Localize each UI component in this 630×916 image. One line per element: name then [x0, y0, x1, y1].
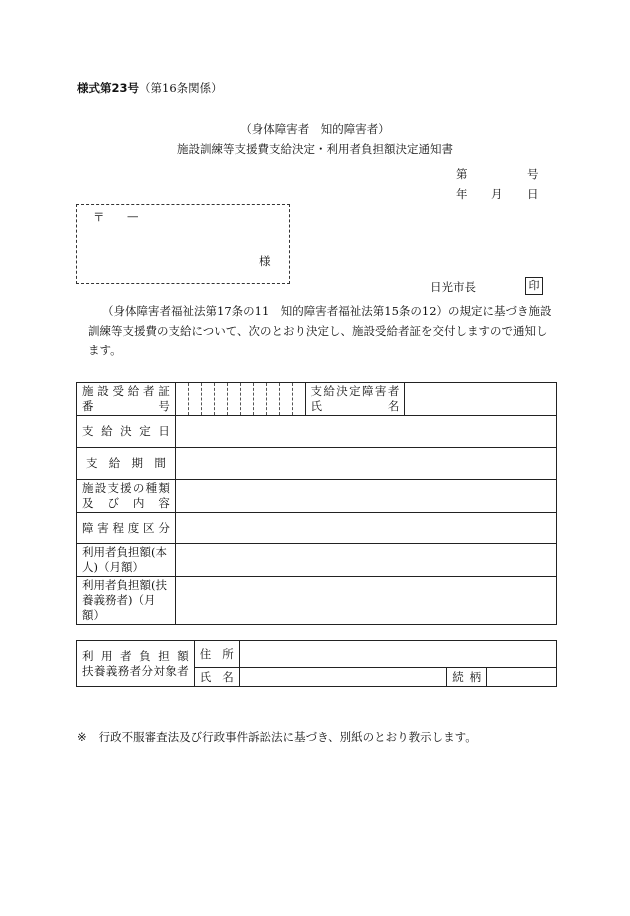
- disability-level-label: [77, 513, 176, 544]
- footnote-mark: ※: [77, 730, 87, 744]
- cert-digit-cell[interactable]: [253, 383, 266, 416]
- cert-digit-cell[interactable]: [188, 383, 201, 416]
- supporter-name-label: [194, 668, 239, 687]
- recipient-label-2: 氏名: [310, 399, 400, 413]
- supporter-name-value[interactable]: [239, 668, 446, 687]
- form-header: [77, 80, 223, 96]
- cert-digit-cell[interactable]: [201, 383, 214, 416]
- period-value[interactable]: [175, 448, 556, 480]
- form-number: 様式第23号: [77, 81, 140, 95]
- doc-no-prefix: 第: [456, 167, 468, 181]
- table-row: [77, 577, 557, 625]
- footnote-text: 行政不服審査法及び行政事件訴訟法に基づき、別紙のとおり教示します。: [98, 730, 477, 744]
- table-row: [77, 544, 557, 577]
- address-box: [76, 204, 290, 284]
- relationship-value[interactable]: [487, 668, 557, 687]
- cert-digit-cell[interactable]: [279, 383, 292, 416]
- period-text: 支給期間: [86, 456, 166, 470]
- supporter-label-2: 扶養義務者分対象者: [82, 663, 189, 678]
- relationship-label: [447, 668, 487, 687]
- support-type-value[interactable]: [175, 480, 556, 513]
- supporter-address-value[interactable]: [239, 641, 556, 668]
- cert-number-label-1: 施設受給者証: [82, 384, 170, 398]
- cert-number-label: [77, 383, 176, 416]
- cert-number-label-2: 番号: [82, 399, 170, 413]
- table-row: [77, 480, 557, 513]
- table-row: [77, 513, 557, 544]
- support-type-label: [77, 480, 176, 513]
- decision-table: [76, 382, 557, 625]
- period-label: [77, 448, 176, 480]
- table-row: [77, 641, 557, 668]
- relationship-text: 続柄: [452, 669, 482, 684]
- cert-digit-cell[interactable]: [240, 383, 253, 416]
- burden-self-label: 利用者負担額(本人)（月額）: [77, 544, 176, 577]
- seal-mark: 印: [525, 277, 543, 295]
- supporter-label: [77, 641, 195, 687]
- honorific: 様: [259, 254, 271, 268]
- disability-level-text: 障害程度区分: [82, 520, 170, 535]
- recipient-name-value[interactable]: [405, 383, 557, 416]
- recipient-label-1: 支給決定障害者: [310, 384, 400, 398]
- burden-supporter-value[interactable]: [175, 577, 556, 625]
- cert-digit-cell[interactable]: [227, 383, 240, 416]
- title-line-1: （身体障害者 知的障害者）: [240, 122, 390, 136]
- doc-no-suffix: 号: [527, 167, 539, 181]
- supporter-label-1: 利用者負担額: [82, 648, 189, 663]
- notice-body: [88, 302, 558, 361]
- supporter-table: [76, 640, 557, 687]
- burden-supporter-label: 利用者負担額(扶養義務者)（月額）: [77, 577, 176, 625]
- cert-digit-cell[interactable]: [266, 383, 279, 416]
- recipient-name-label: [305, 383, 405, 416]
- support-label-2: 及び内容: [82, 496, 170, 510]
- issuer-name: 日光市長: [430, 280, 476, 294]
- supporter-address-label: [194, 641, 239, 668]
- cert-digit-cell[interactable]: [175, 383, 188, 416]
- supporter-address-text: 住所: [199, 646, 234, 661]
- postal-mark: 〒: [93, 210, 105, 224]
- table-row: [77, 448, 557, 480]
- burden-self-value[interactable]: [175, 544, 556, 577]
- supporter-name-text: 氏名: [199, 669, 234, 684]
- table-row: [77, 383, 557, 416]
- decision-date-value[interactable]: [175, 416, 556, 448]
- date-day: 日: [527, 187, 539, 201]
- decision-date-text: 支給決定日: [82, 424, 170, 438]
- table-row: [77, 416, 557, 448]
- date-month: 月: [491, 187, 503, 201]
- form-relation: （第16条関係）: [139, 81, 223, 95]
- support-label-1: 施設支援の種類: [82, 481, 170, 495]
- decision-date-label: [77, 416, 176, 448]
- postal-dash: —: [127, 209, 139, 223]
- cert-digit-cell[interactable]: [214, 383, 227, 416]
- cert-digit-cell[interactable]: [292, 383, 305, 416]
- document-title: 施設訓練等支援費支給決定・利用者負担額決定通知書: [177, 142, 453, 156]
- notice-body-text: （身体障害者福祉法第17条の11 知的障害者福祉法第15条の12）の規定に基づき施設訓練等支援費の支給について、次のとおり決定し、施設受給者証を交付しますので通知します。: [88, 304, 552, 357]
- date-year: 年: [456, 187, 468, 201]
- disability-level-value[interactable]: [175, 513, 556, 544]
- footnote: [77, 729, 477, 745]
